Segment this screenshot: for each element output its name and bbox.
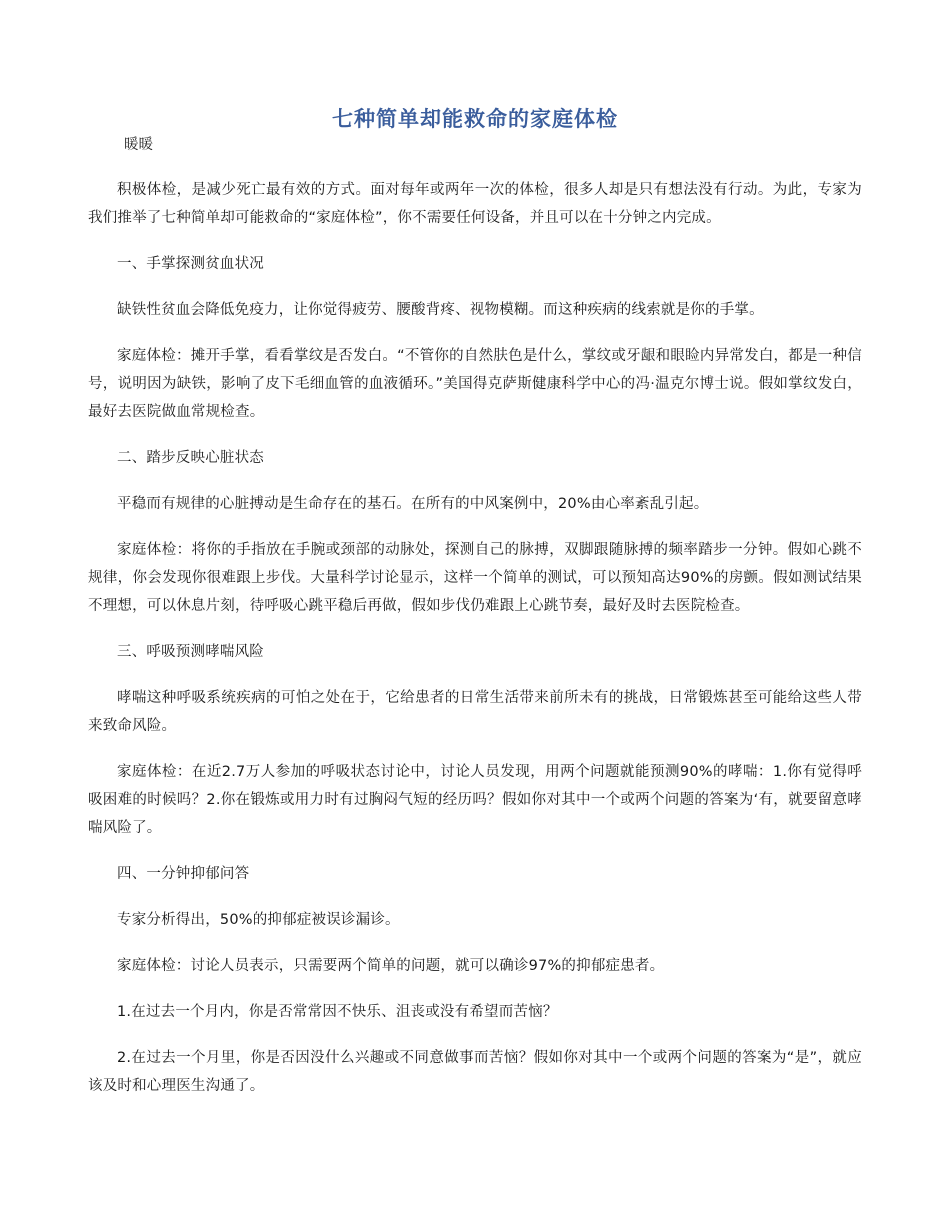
- spacer: [88, 934, 862, 952]
- spacer: [88, 156, 862, 176]
- section-3-check: 家庭体检：在近2.7万人参加的呼吸状态讨论中，讨论人员发现，用两个问题就能预测90%的哮喘：1.你有觉得呼吸困难的时候吗？2.你在锻炼或用力时有过胸闷气短的经历吗？假如你对其中一个或两个问题的答案为‘有，就要留意哮喘风险了。: [88, 764, 862, 836]
- author-name: 暖暖: [124, 137, 153, 153]
- spacer: [88, 278, 862, 296]
- section-heading-1: 一、手掌探测贫血状况: [117, 256, 264, 272]
- document-page: [88, 104, 862, 1100]
- spacer: [88, 666, 862, 684]
- spacer: [88, 426, 862, 444]
- section-4-paragraph: 专家分析得出，50%的抑郁症被误诊漏诊。: [117, 912, 400, 928]
- section-heading-2: 二、踏步反映心脏状态: [117, 450, 264, 466]
- spacer: [88, 324, 862, 342]
- question-1: 1.在过去一个月内，你是否常常因不快乐、沮丧或没有希望而苦恼？: [117, 1004, 558, 1020]
- spacer: [88, 472, 862, 490]
- spacer: [88, 842, 862, 860]
- spacer: [88, 518, 862, 536]
- spacer: [88, 1026, 862, 1044]
- section-2-paragraph: 平稳而有规律的心脏搏动是生命存在的基石。在所有的中风案例中，20%由心率紊乱引起。: [117, 496, 709, 512]
- section-2-check: 家庭体检：将你的手指放在手腕或颈部的动脉处，探测自己的脉搏，双脚跟随脉搏的频率踏步一分钟。假如心跳不规律，你会发现你很难跟上步伐。大量科学讨论显示，这样一个简单的测试，可以预知高达90%的房颤。假如测试结果不理想，可以休息片刻，待呼吸心跳平稳后再做，假如步伐仍难跟上心跳节奏，最好及时去医院检查。: [88, 542, 862, 614]
- section-4-check: 家庭体检：讨论人员表示，只需要两个简单的问题，就可以确诊97%的抑郁症患者。: [117, 958, 665, 974]
- section-1-paragraph: 缺铁性贫血会降低免疫力，让你觉得疲劳、腰酸背疼、视物模糊。而这种疾病的线索就是你的手掌。: [117, 302, 764, 318]
- section-heading-4: 四、一分钟抑郁问答: [117, 866, 250, 882]
- spacer: [88, 740, 862, 758]
- spacer: [88, 888, 862, 906]
- intro-paragraph: 积极体检，是减少死亡最有效的方式。面对每年或两年一次的体检，很多人却是只有想法没有行动。为此，专家为我们推举了七种简单却可能救命的“家庭体检”，你不需要任何设备，并且可以在十分钟之内完成。: [88, 182, 862, 226]
- spacer: [88, 980, 862, 998]
- section-1-check: 家庭体检：摊开手掌，看看掌纹是否发白。“不管你的自然肤色是什么，掌纹或牙龈和眼睑内异常发白，都是一种信号，说明因为缺铁，影响了皮下毛细血管的血液循环。”美国得克萨斯健康科学中心的冯·温克尔博士说。假如掌纹发白，最好去医院做血常规检查。: [88, 348, 862, 420]
- section-heading-3: 三、呼吸预测哮喘风险: [117, 644, 264, 660]
- spacer: [88, 620, 862, 638]
- spacer: [88, 232, 862, 250]
- section-3-paragraph: 哮喘这种呼吸系统疾病的可怕之处在于，它给患者的日常生活带来前所未有的挑战，日常锻炼甚至可能给这些人带来致命风险。: [88, 690, 862, 734]
- document-title: 七种简单却能救命的家庭体检: [332, 107, 618, 131]
- question-2: 2.在过去一个月里，你是否因没什么兴趣或不同意做事而苦恼？假如你对其中一个或两个问题的答案为“是”，就应该及时和心理医生沟通了。: [88, 1050, 862, 1094]
